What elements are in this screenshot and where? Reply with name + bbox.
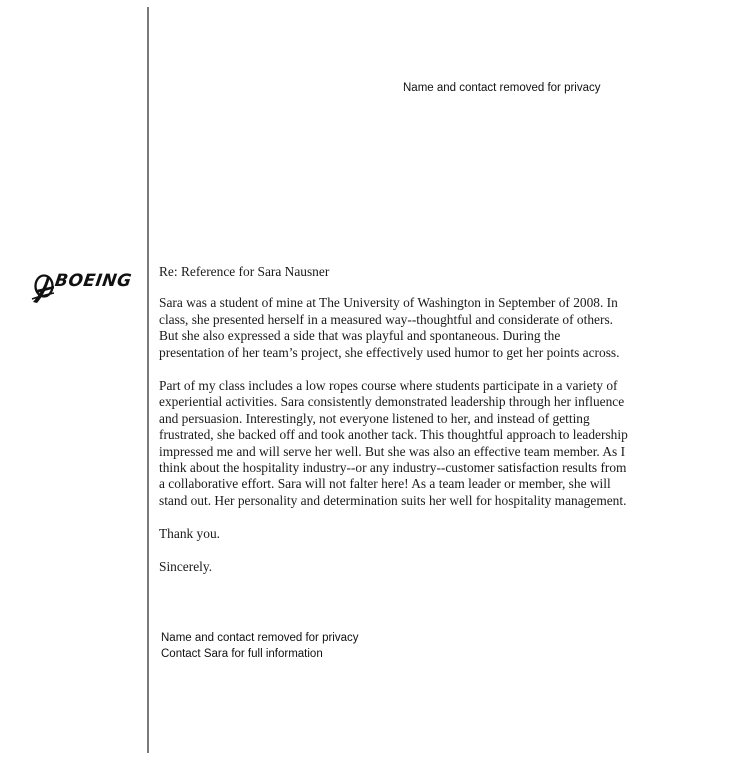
boeing-logo <box>30 266 148 308</box>
letter-paragraph-2: Part of my class includes a low ropes course where students participate in a variety of experiential activities. Sara consistently demonstrated leadership through her influence and persuasion. Interestingly, not everyone listened to her, and instead of getting frustrated, she backed off and took another tack. This thoughtful approach to leadership impressed me and will serve her well. But she was also an effective team member. As I think about the hospitality industry--or any industry--customer satisfaction results from a collaborative effort. Sara will not falter here! As a team leader or member, she will stand out. Her personality and determination suits her well for hospitality management. <box>159 378 628 508</box>
header-privacy-note: Name and contact removed for privacy <box>403 82 601 94</box>
logo-wordmark: BOEING <box>53 271 133 291</box>
signature-contact-note: Contact Sara for full information <box>161 647 323 660</box>
margin-rule <box>147 7 149 753</box>
letter-subject: Re: Reference for Sara Nausner <box>159 264 330 279</box>
letter-body <box>159 264 629 591</box>
letter-paragraph-1: Sara was a student of mine at The University of Washington in September of 2008. In class, she presented herself in a measured way--thoughtful and considerate of others. But she also expressed a side that was playful and spontaneous. During the presentation of her team’s project, she effectively used humor to get her points across. <box>159 295 620 360</box>
letter-thanks: Thank you. <box>159 526 220 542</box>
signature-privacy-note: Name and contact removed for privacy <box>161 632 359 644</box>
letter-closing: Sincerely. <box>159 558 213 574</box>
signature-block <box>161 631 359 662</box>
